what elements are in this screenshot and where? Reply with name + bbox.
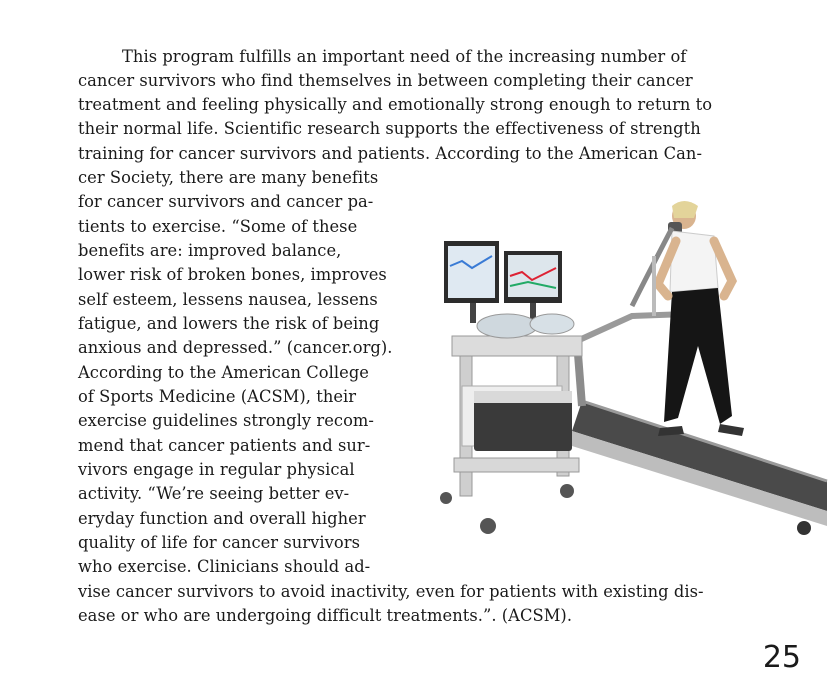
text-line: training for cancer survivors and patients. According to the American Can- — [78, 144, 703, 163]
text-line: mend that cancer patients and sur- — [78, 436, 371, 455]
text-line: their normal life. Scientific research supports the effectiveness of strength — [78, 119, 701, 138]
text-line: eryday function and overall higher — [78, 509, 366, 528]
text-line: fatigue, and lowers the risk of being — [78, 314, 380, 333]
text-line: who exercise. Clinicians should ad- — [78, 557, 371, 576]
text-line: According to the American College — [78, 363, 369, 382]
text-line: vise cancer survivors to avoid inactivity, even for patients with existing dis- — [78, 582, 704, 601]
text-line: activity. “We’re seeing better ev- — [78, 484, 350, 503]
text-line: lower risk of broken bones, improves — [78, 265, 387, 284]
text-line: self esteem, lessens nausea, lessens — [78, 290, 378, 309]
treadmill-photo — [432, 196, 831, 538]
text-line: cer Society, there are many benefits — [78, 168, 379, 187]
text-line: tients to exercise. “Some of these — [78, 217, 358, 236]
text-line: for cancer survivors and cancer pa- — [78, 192, 374, 211]
text-line: anxious and depressed.” (cancer.org). — [78, 338, 393, 357]
text-line: cancer survivors who find themselves in between completing their cancer — [78, 71, 693, 90]
text-line: ease or who are undergoing difficult treatments.”. (ACSM). — [78, 606, 573, 625]
text-line: of Sports Medicine (ACSM), their — [78, 387, 357, 406]
text-line: This program fulfills an important need of the increasing number of — [122, 47, 687, 66]
text-line: treatment and feeling physically and emotionally strong enough to return to — [78, 95, 713, 114]
page-number: 25 — [762, 640, 801, 675]
text-line: exercise guidelines strongly recom- — [78, 411, 374, 430]
text-line: vivors engage in regular physical — [78, 460, 355, 479]
text-line: benefits are: improved balance, — [78, 241, 342, 260]
text-line: quality of life for cancer survivors — [78, 533, 360, 552]
